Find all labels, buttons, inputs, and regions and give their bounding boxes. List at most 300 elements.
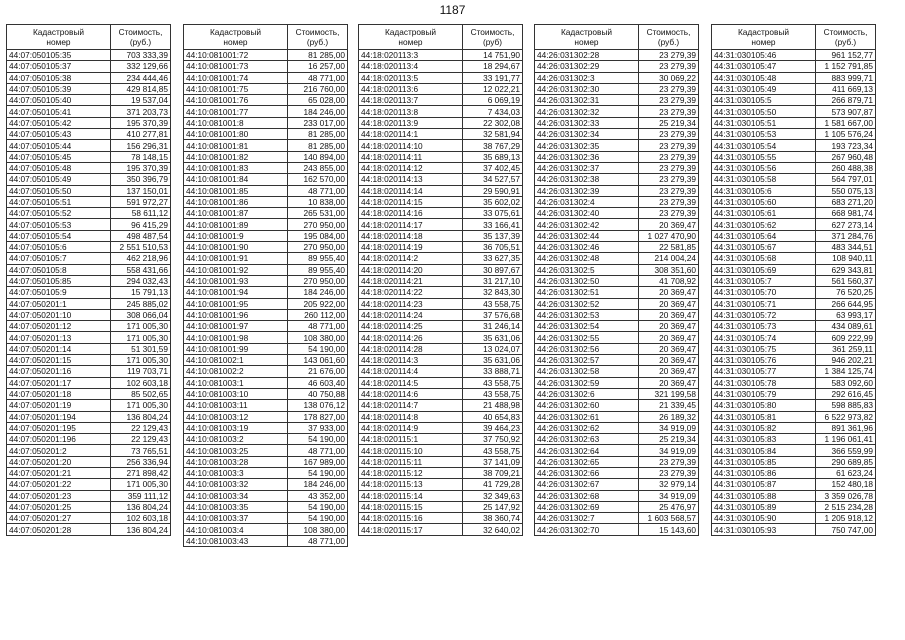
table-row	[535, 467, 699, 478]
table-row	[535, 117, 699, 128]
cadastral-number-cell: 44:18:020114:3	[359, 355, 463, 366]
cadastral-number-cell: 44:26:031302:6	[535, 388, 639, 399]
cost-cell: 591 972,27	[111, 196, 171, 207]
cost-cell: 883 999,71	[816, 72, 876, 83]
table-row	[7, 230, 171, 241]
table-row	[7, 83, 171, 94]
cadastral-number-cell: 44:18:020115:12	[359, 467, 463, 478]
cadastral-number-cell: 44:07:050201:1	[7, 298, 111, 309]
cadastral-number-cell: 44:26:031302:58	[535, 366, 639, 377]
table-row	[359, 219, 523, 230]
table-row	[535, 343, 699, 354]
table-row	[359, 185, 523, 196]
cost-cell: 260 488,38	[816, 162, 876, 173]
table-row	[535, 242, 699, 253]
table-row	[359, 355, 523, 366]
cost-cell: 38 360,74	[463, 513, 523, 524]
cadastral-number-cell: 44:07:050201:10	[7, 309, 111, 320]
cost-cell: 23 279,39	[639, 196, 699, 207]
cost-cell: 23 279,39	[639, 61, 699, 72]
table-row	[535, 490, 699, 501]
cadastral-number-cell: 44:26:031302:40	[535, 208, 639, 219]
cost-cell: 20 369,47	[639, 309, 699, 320]
cost-cell: 15 791,13	[111, 287, 171, 298]
cost-cell: 32 843,30	[463, 287, 523, 298]
cost-cell: 216 760,00	[288, 83, 348, 94]
table-row	[712, 230, 876, 241]
cadastral-number-cell: 44:26:031302:54	[535, 321, 639, 332]
table-row	[184, 535, 348, 546]
cadastral-number-cell: 44:10:081001:99	[184, 343, 288, 354]
table-row	[7, 72, 171, 83]
cost-cell: 20 369,47	[639, 355, 699, 366]
cost-cell: 21 676,00	[288, 366, 348, 377]
cost-cell: 946 202,21	[816, 355, 876, 366]
table-row	[359, 388, 523, 399]
cost-cell: 31 217,10	[463, 275, 523, 286]
cost-cell: 598 885,83	[816, 400, 876, 411]
table-row	[359, 434, 523, 445]
cost-cell: 1 581 667,00	[816, 117, 876, 128]
cadastral-number-cell: 44:26:031302:3	[535, 72, 639, 83]
table-row	[184, 513, 348, 524]
header-cost	[463, 25, 523, 50]
cost-cell: 143 061,60	[288, 355, 348, 366]
cost-cell: 48 771,00	[288, 321, 348, 332]
cadastral-table	[6, 24, 171, 536]
cost-cell: 20 369,47	[639, 343, 699, 354]
cost-cell: 25 147,92	[463, 501, 523, 512]
cadastral-number-cell: 44:10:081001:90	[184, 242, 288, 253]
table-row	[7, 355, 171, 366]
table-row	[359, 400, 523, 411]
cadastral-number-cell: 44:31:030105:72	[712, 309, 816, 320]
cost-cell: 23 279,39	[639, 208, 699, 219]
cadastral-number-cell: 44:10:081001:98	[184, 332, 288, 343]
cadastral-number-cell: 44:26:031302:7	[535, 513, 639, 524]
cadastral-number-cell: 44:31:030105:69	[712, 264, 816, 275]
cadastral-number-cell: 44:31:030105:47	[712, 61, 816, 72]
cadastral-number-cell: 44:07:050105:42	[7, 117, 111, 128]
header-text: Стоимость,	[823, 27, 868, 37]
cost-cell: 308 066,04	[111, 309, 171, 320]
cost-cell: 583 092,60	[816, 377, 876, 388]
cadastral-number-cell: 44:31:030105:7	[712, 275, 816, 286]
table-row	[184, 456, 348, 467]
cost-cell: 270 950,00	[288, 242, 348, 253]
cadastral-number-cell: 44:26:031302:52	[535, 298, 639, 309]
table-row	[359, 208, 523, 219]
table-row	[712, 343, 876, 354]
cadastral-number-cell: 44:31:030105:90	[712, 513, 816, 524]
cost-cell: 1 196 061,41	[816, 434, 876, 445]
cadastral-number-cell: 44:18:020114:22	[359, 287, 463, 298]
table-row	[535, 298, 699, 309]
table-row	[359, 343, 523, 354]
cadastral-number-cell: 44:07:050105:9	[7, 287, 111, 298]
table-row	[184, 388, 348, 399]
cost-cell: 54 190,00	[288, 513, 348, 524]
table-row	[7, 106, 171, 117]
cost-cell: 410 277,81	[111, 129, 171, 140]
table-row	[7, 343, 171, 354]
cost-cell: 156 296,31	[111, 140, 171, 151]
cost-cell: 54 190,00	[288, 501, 348, 512]
table-row	[359, 479, 523, 490]
cost-cell: 21 488,98	[463, 400, 523, 411]
table-row	[7, 162, 171, 173]
cost-cell: 89 955,40	[288, 264, 348, 275]
table-row	[359, 253, 523, 264]
header-text: номер	[574, 37, 599, 47]
cost-cell: 266 644,95	[816, 298, 876, 309]
table-row	[535, 72, 699, 83]
cost-cell: 205 922,00	[288, 298, 348, 309]
cost-cell: 51 301,59	[111, 343, 171, 354]
cost-cell: 20 369,47	[639, 298, 699, 309]
cadastral-number-cell: 44:18:020114:25	[359, 321, 463, 332]
table-row	[535, 456, 699, 467]
cadastral-number-cell: 44:07:050105:50	[7, 185, 111, 196]
cost-cell: 20 369,47	[639, 377, 699, 388]
cadastral-number-cell: 44:26:031302:68	[535, 490, 639, 501]
table-row	[535, 400, 699, 411]
cost-cell: 462 218,96	[111, 253, 171, 264]
cost-cell: 703 333,39	[111, 50, 171, 61]
table-row	[535, 230, 699, 241]
cost-cell: 361 259,11	[816, 343, 876, 354]
table-row	[535, 151, 699, 162]
cadastral-number-cell: 44:31:030105:68	[712, 253, 816, 264]
cadastral-number-cell: 44:10:081003:3	[184, 467, 288, 478]
cadastral-number-cell: 44:31:030105:56	[712, 162, 816, 173]
cadastral-number-cell: 44:31:030105:81	[712, 411, 816, 422]
cadastral-number-cell: 44:31:030105:67	[712, 242, 816, 253]
cost-cell: 78 148,15	[111, 151, 171, 162]
table-row	[712, 434, 876, 445]
cost-cell: 20 369,47	[639, 321, 699, 332]
cadastral-number-cell: 44:26:031302:30	[535, 83, 639, 94]
cost-cell: 85 502,65	[111, 388, 171, 399]
cost-cell: 54 190,00	[288, 467, 348, 478]
cadastral-number-cell: 44:26:031302:4	[535, 196, 639, 207]
cadastral-number-cell: 44:26:031302:48	[535, 253, 639, 264]
table-row	[7, 411, 171, 422]
cadastral-number-cell: 44:10:081001:84	[184, 174, 288, 185]
cost-cell: 65 028,00	[288, 95, 348, 106]
header-cadastral-number	[535, 25, 639, 50]
cost-cell: 89 955,40	[288, 253, 348, 264]
cadastral-number-cell: 44:07:050105:6	[7, 242, 111, 253]
cost-cell: 41 708,92	[639, 275, 699, 286]
table-row	[535, 106, 699, 117]
table-row	[535, 501, 699, 512]
cadastral-number-cell: 44:18:020113:6	[359, 83, 463, 94]
table-row	[359, 275, 523, 286]
cadastral-number-cell: 44:26:031302:50	[535, 275, 639, 286]
header-text: номер	[751, 37, 776, 47]
cadastral-number-cell: 44:10:081001:87	[184, 208, 288, 219]
cadastral-number-cell: 44:07:050201:22	[7, 479, 111, 490]
table-row	[7, 264, 171, 275]
cost-cell: 54 190,00	[288, 434, 348, 445]
cadastral-number-cell: 44:10:081001:92	[184, 264, 288, 275]
table-row	[712, 524, 876, 535]
table-row	[535, 524, 699, 535]
table-row	[535, 219, 699, 230]
cadastral-number-cell: 44:26:031302:31	[535, 95, 639, 106]
cost-cell: 321 199,58	[639, 388, 699, 399]
cost-cell: 550 075,13	[816, 185, 876, 196]
cadastral-number-cell: 44:31:030105:60	[712, 196, 816, 207]
cadastral-table	[711, 24, 876, 536]
table-row	[535, 388, 699, 399]
cost-cell: 35 137,39	[463, 230, 523, 241]
cadastral-table	[358, 24, 523, 536]
cost-cell: 73 765,51	[111, 445, 171, 456]
cost-cell: 23 279,39	[639, 185, 699, 196]
cadastral-number-cell: 44:26:031302:60	[535, 400, 639, 411]
table-row	[7, 400, 171, 411]
cost-cell: 411 669,13	[816, 83, 876, 94]
cost-cell: 32 640,02	[463, 524, 523, 535]
cadastral-number-cell: 44:18:020115:14	[359, 490, 463, 501]
table-row	[535, 366, 699, 377]
cadastral-number-cell: 44:31:030105:48	[712, 72, 816, 83]
cadastral-number-cell: 44:31:030105:89	[712, 501, 816, 512]
cadastral-number-cell: 44:26:031302:56	[535, 343, 639, 354]
cadastral-number-cell: 44:31:030105:86	[712, 467, 816, 478]
cadastral-number-cell: 44:07:050105:85	[7, 275, 111, 286]
cost-cell: 22 129,43	[111, 434, 171, 445]
cost-cell: 195 370,39	[111, 117, 171, 128]
table-row	[359, 117, 523, 128]
cadastral-number-cell: 44:18:020113:4	[359, 61, 463, 72]
table-row	[535, 61, 699, 72]
table-row	[7, 219, 171, 230]
cadastral-number-cell: 44:26:031302:61	[535, 411, 639, 422]
cadastral-number-cell: 44:18:020114:28	[359, 343, 463, 354]
table-row	[712, 185, 876, 196]
cadastral-number-cell: 44:18:020114:2	[359, 253, 463, 264]
table-row	[7, 377, 171, 388]
cost-cell: 564 797,01	[816, 174, 876, 185]
cost-cell: 48 771,00	[288, 445, 348, 456]
table-row	[712, 287, 876, 298]
cadastral-number-cell: 44:18:020114:19	[359, 242, 463, 253]
header-text: номер	[398, 37, 423, 47]
table-row	[535, 445, 699, 456]
cadastral-number-cell: 44:07:050105:52	[7, 208, 111, 219]
table-row	[535, 422, 699, 433]
cadastral-number-cell: 44:07:050201:16	[7, 366, 111, 377]
table-row	[712, 151, 876, 162]
cadastral-number-cell: 44:10:081001:86	[184, 196, 288, 207]
cadastral-number-cell: 44:31:030105:46	[712, 50, 816, 61]
cost-cell: 20 369,47	[639, 219, 699, 230]
table-row	[184, 445, 348, 456]
table-row	[7, 50, 171, 61]
table-row	[535, 479, 699, 490]
table-row	[7, 479, 171, 490]
cadastral-number-cell: 44:31:030105:73	[712, 321, 816, 332]
table-row	[7, 117, 171, 128]
cost-cell: 37 933,00	[288, 422, 348, 433]
table-row	[184, 72, 348, 83]
cost-cell: 32 979,14	[639, 479, 699, 490]
table-header-row	[184, 25, 348, 50]
table-header-row	[535, 25, 699, 50]
cadastral-number-cell: 44:31:030105:54	[712, 140, 816, 151]
cost-cell: 6 069,19	[463, 95, 523, 106]
table-row	[359, 422, 523, 433]
cadastral-number-cell: 44:18:020114:16	[359, 208, 463, 219]
cost-cell: 1 205 918,12	[816, 513, 876, 524]
header-cost	[639, 25, 699, 50]
cost-cell: 371 284,76	[816, 230, 876, 241]
cost-cell: 81 285,00	[288, 129, 348, 140]
table-row	[712, 298, 876, 309]
cost-cell: 270 950,00	[288, 275, 348, 286]
cost-cell: 668 981,74	[816, 208, 876, 219]
cost-cell: 245 885,02	[111, 298, 171, 309]
cadastral-number-cell: 44:18:020114:23	[359, 298, 463, 309]
table-row	[535, 253, 699, 264]
cadastral-number-cell: 44:31:030105:83	[712, 434, 816, 445]
cost-cell: 33 627,35	[463, 253, 523, 264]
table-row	[184, 83, 348, 94]
table-row	[359, 264, 523, 275]
table-row	[359, 129, 523, 140]
cost-cell: 184 246,00	[288, 106, 348, 117]
cost-cell: 21 339,45	[639, 400, 699, 411]
cost-cell: 14 751,90	[463, 50, 523, 61]
cadastral-number-cell: 44:07:050105:45	[7, 151, 111, 162]
cost-cell: 23 279,39	[639, 106, 699, 117]
cadastral-number-cell: 44:18:020115:13	[359, 479, 463, 490]
cadastral-number-cell: 44:10:081001:76	[184, 95, 288, 106]
table-row	[712, 140, 876, 151]
cost-cell: 171 005,30	[111, 321, 171, 332]
header-text: Кадастровый	[384, 27, 437, 37]
cadastral-number-cell: 44:07:050201:23	[7, 490, 111, 501]
header-cost	[111, 25, 171, 50]
table-row	[712, 366, 876, 377]
table-row	[535, 162, 699, 173]
cadastral-number-cell: 44:26:031302:51	[535, 287, 639, 298]
table-row	[535, 309, 699, 320]
cadastral-number-cell: 44:26:031302:35	[535, 140, 639, 151]
table-row	[535, 434, 699, 445]
cost-cell: 627 273,14	[816, 219, 876, 230]
cadastral-number-cell: 44:07:050105:49	[7, 174, 111, 185]
cadastral-number-cell: 44:26:031302:67	[535, 479, 639, 490]
cadastral-number-cell: 44:10:081001:81	[184, 140, 288, 151]
cadastral-number-cell: 44:31:030105:49	[712, 83, 816, 94]
cadastral-number-cell: 44:07:050105:8	[7, 264, 111, 275]
cadastral-number-cell: 44:26:031302:70	[535, 524, 639, 535]
table-row	[712, 72, 876, 83]
cadastral-number-cell: 44:18:020114:20	[359, 264, 463, 275]
cadastral-number-cell: 44:10:081001:93	[184, 275, 288, 286]
cadastral-number-cell: 44:31:030105:70	[712, 287, 816, 298]
table-row	[535, 95, 699, 106]
cadastral-number-cell: 44:18:020113:5	[359, 72, 463, 83]
cadastral-number-cell: 44:10:081002:2	[184, 366, 288, 377]
cost-cell: 43 558,75	[463, 298, 523, 309]
table-row	[184, 196, 348, 207]
cost-cell: 22 129,43	[111, 422, 171, 433]
table-row	[712, 377, 876, 388]
table-row	[7, 388, 171, 399]
cadastral-number-cell: 44:07:050201:20	[7, 456, 111, 467]
cost-cell: 138 076,12	[288, 400, 348, 411]
cost-cell: 260 112,00	[288, 309, 348, 320]
cadastral-table	[183, 24, 348, 547]
table-row	[7, 174, 171, 185]
cadastral-number-cell: 44:26:031302:57	[535, 355, 639, 366]
header-text: Кадастровый	[209, 27, 262, 37]
cost-cell: 292 616,45	[816, 388, 876, 399]
cost-cell: 193 723,34	[816, 140, 876, 151]
cost-cell: 332 129,66	[111, 61, 171, 72]
cadastral-number-cell: 44:07:050105:38	[7, 72, 111, 83]
cost-cell: 137 150,01	[111, 185, 171, 196]
table-row	[535, 287, 699, 298]
cadastral-number-cell: 44:26:031302:36	[535, 151, 639, 162]
table-row	[7, 490, 171, 501]
table-row	[359, 50, 523, 61]
cost-cell: 23 279,39	[639, 162, 699, 173]
cadastral-number-cell: 44:31:030105:93	[712, 524, 816, 535]
cost-cell: 48 771,00	[288, 185, 348, 196]
cost-cell: 108 940,11	[816, 253, 876, 264]
cost-cell: 61 623,24	[816, 467, 876, 478]
table-row	[7, 287, 171, 298]
table-row	[359, 287, 523, 298]
cadastral-number-cell: 44:31:030105:51	[712, 117, 816, 128]
cadastral-number-cell: 44:10:081001:80	[184, 129, 288, 140]
cost-cell: 63 993,17	[816, 309, 876, 320]
header-text: Стоимость,	[118, 27, 163, 37]
cadastral-number-cell: 44:07:050105:40	[7, 95, 111, 106]
header-text: Кадастровый	[560, 27, 613, 37]
cost-cell: 308 351,60	[639, 264, 699, 275]
cadastral-number-cell: 44:31:030105:84	[712, 445, 816, 456]
table-row	[7, 501, 171, 512]
table-row	[535, 355, 699, 366]
cost-cell: 195 370,39	[111, 162, 171, 173]
cost-cell: 16 257,00	[288, 61, 348, 72]
cost-cell: 38 709,21	[463, 467, 523, 478]
cadastral-number-cell: 44:07:050201:19	[7, 400, 111, 411]
cost-cell: 609 222,99	[816, 332, 876, 343]
cost-cell: 256 336,94	[111, 456, 171, 467]
cost-cell: 265 531,00	[288, 208, 348, 219]
cost-cell: 171 005,30	[111, 479, 171, 490]
table-row	[535, 411, 699, 422]
table-row	[712, 196, 876, 207]
cost-cell: 35 602,02	[463, 196, 523, 207]
cost-cell: 3 359 026,78	[816, 490, 876, 501]
cadastral-number-cell: 44:10:081003:28	[184, 456, 288, 467]
cadastral-number-cell: 44:10:081003:43	[184, 535, 288, 546]
table-row	[359, 467, 523, 478]
cadastral-number-cell: 44:31:030105:53	[712, 129, 816, 140]
cadastral-number-cell: 44:31:030105:55	[712, 151, 816, 162]
cadastral-number-cell: 44:18:020115:1	[359, 434, 463, 445]
cost-cell: 7 434,03	[463, 106, 523, 117]
